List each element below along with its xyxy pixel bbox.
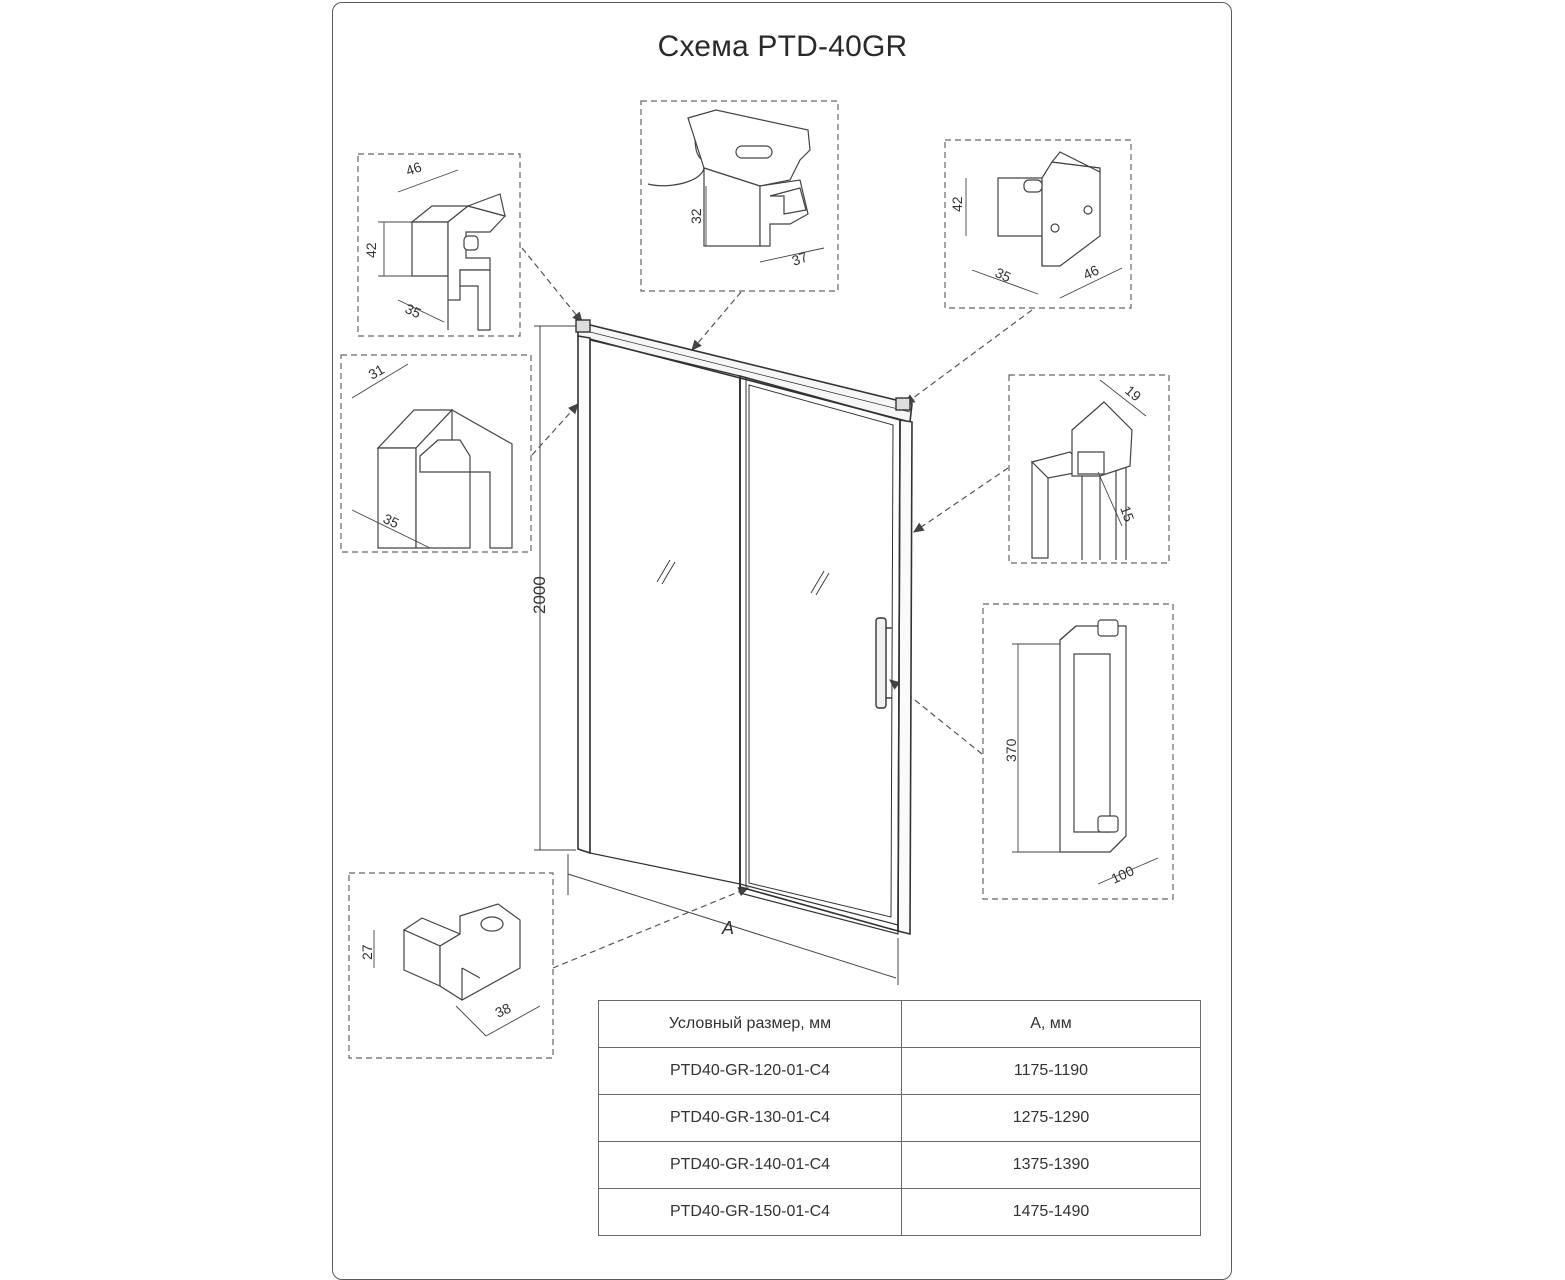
table-cell-model: PTD40-GR-120-01-C4 (599, 1048, 902, 1095)
bracket-top-right-dim-3: 46 (1080, 261, 1102, 283)
shower-door (576, 320, 912, 934)
bracket-top-right-drawing (998, 152, 1100, 266)
door-handle (876, 618, 892, 708)
side-profile-drawing (1032, 402, 1132, 560)
side-profile-dim-2: 15 (1117, 503, 1138, 524)
table-cell-a: 1275-1290 (902, 1095, 1201, 1142)
bracket-top-left-dim-3: 35 (402, 300, 424, 322)
wall-profile-dim-1: 31 (365, 360, 387, 383)
width-label: A (722, 918, 735, 938)
table-row (599, 1048, 1201, 1095)
top-rail-drawing (648, 110, 810, 246)
table-cell-a: 1375-1390 (902, 1142, 1201, 1189)
handle-drawing (1060, 620, 1126, 852)
table-cell-a: 1475-1490 (902, 1189, 1201, 1236)
table-row (599, 1189, 1201, 1236)
table-cell-model: PTD40-GR-130-01-C4 (599, 1095, 902, 1142)
wall-profile-drawing (378, 410, 512, 548)
bracket-top-left-dim-1: 46 (403, 158, 424, 179)
size-table (598, 1000, 1201, 1236)
table-row (599, 1142, 1201, 1189)
table-cell-a: 1175-1190 (902, 1048, 1201, 1095)
table-cell-model: PTD40-GR-150-01-C4 (599, 1189, 902, 1236)
bottom-guide-drawing (404, 904, 520, 1000)
leader-top-right (905, 310, 1032, 404)
height-label: 2000 (530, 576, 549, 614)
top-rail-dim-1: 32 (688, 208, 704, 224)
table-cell-model: PTD40-GR-140-01-C4 (599, 1142, 902, 1189)
wall-profile-dim-2: 35 (380, 510, 402, 532)
table-row (599, 1095, 1201, 1142)
bracket-top-left-dim-2: 42 (363, 242, 379, 258)
page-title: Схема PTD-40GR (657, 30, 908, 63)
bracket-top-right-dim-2: 35 (992, 264, 1014, 286)
table-header-row (599, 1001, 1201, 1048)
bracket-top-left-drawing (412, 194, 505, 330)
leader-side-profile (914, 468, 1008, 532)
side-profile-dim-1: 19 (1122, 382, 1145, 405)
leader-wall-profile (532, 404, 578, 455)
table-header-size: Условный размер, мм (599, 1001, 902, 1048)
bottom-guide-dim-1: 27 (359, 944, 375, 960)
leader-top-rail (692, 292, 741, 350)
leader-top-left (522, 248, 582, 322)
bottom-guide-dim-2: 38 (492, 999, 514, 1021)
top-rail-dim-2: 37 (789, 248, 810, 269)
handle-dim-1: 370 (1003, 738, 1019, 762)
handle-dim-2: 100 (1108, 862, 1137, 887)
bracket-top-right-dim-1: 42 (949, 196, 965, 212)
table-header-a: А, мм (902, 1001, 1201, 1048)
